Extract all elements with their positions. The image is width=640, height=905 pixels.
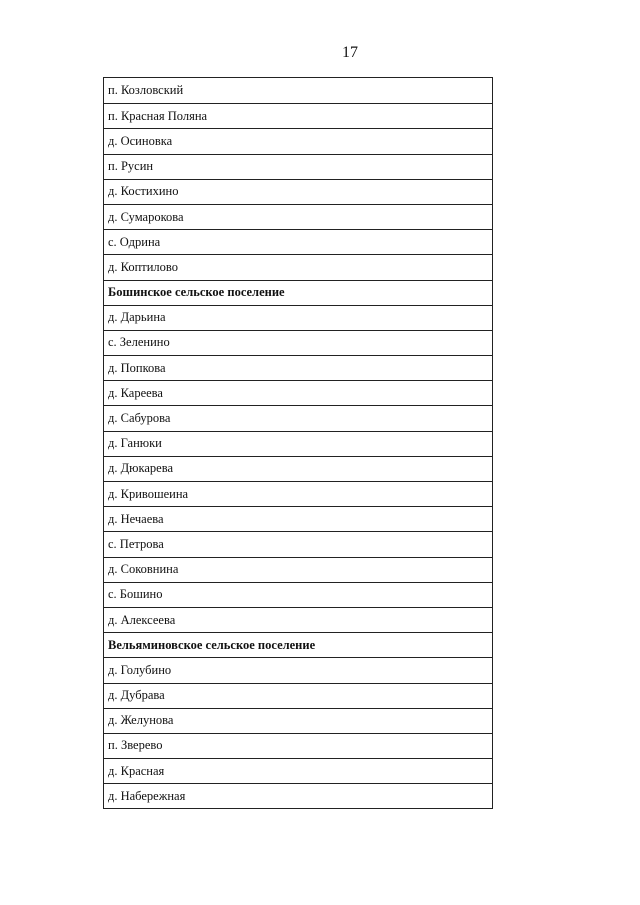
table-row	[104, 607, 492, 632]
settlement-name: д. Кривошеина	[108, 486, 189, 501]
settlement-name: д. Ганюки	[108, 436, 162, 451]
table-row	[104, 657, 492, 682]
table-row	[104, 103, 492, 128]
table-row	[104, 355, 492, 380]
settlement-name: д. Соковнина	[108, 562, 179, 577]
table-row	[104, 582, 492, 607]
section-header-row	[104, 280, 492, 305]
settlement-name: п. Русин	[108, 159, 154, 174]
settlement-name: д. Дюкарева	[108, 461, 173, 476]
table-row	[104, 330, 492, 355]
table-row	[104, 456, 492, 481]
table-row	[104, 128, 492, 153]
settlement-name: д. Желунова	[108, 713, 174, 728]
settlement-name: д. Костихино	[108, 184, 179, 199]
settlement-name: п. Зверево	[108, 738, 163, 753]
table-row	[104, 78, 492, 103]
table-row	[104, 758, 492, 783]
table-row	[104, 380, 492, 405]
settlement-name: д. Осиновка	[108, 133, 173, 148]
settlement-name: п. Козловский	[108, 83, 184, 98]
settlement-name: д. Набережная	[108, 788, 186, 803]
table-row	[104, 733, 492, 758]
table-row	[104, 481, 492, 506]
table-row	[104, 506, 492, 531]
table-row	[104, 405, 492, 430]
settlement-name: д. Нечаева	[108, 511, 164, 526]
settlement-name: с. Одрина	[108, 234, 161, 249]
table-row	[104, 531, 492, 556]
table-row	[104, 708, 492, 733]
settlement-name: с. Петрова	[108, 536, 164, 551]
settlement-name: с. Бошино	[108, 587, 163, 602]
settlement-name: с. Зеленино	[108, 335, 170, 350]
table-row	[104, 783, 492, 808]
settlement-name: д. Сабурова	[108, 411, 171, 426]
page-number: 17	[342, 44, 358, 61]
settlement-name: д. Дубрава	[108, 688, 165, 703]
settlement-name: п. Красная Поляна	[108, 108, 208, 123]
settlement-name: д. Попкова	[108, 360, 166, 375]
table-row	[104, 683, 492, 708]
table-row	[104, 305, 492, 330]
settlement-name: д. Коптилово	[108, 259, 178, 274]
section-header-row	[104, 632, 492, 657]
settlement-name: д. Голубино	[108, 662, 172, 677]
settlement-table	[103, 77, 493, 809]
settlement-name: д. Сумарокова	[108, 209, 184, 224]
table-row	[104, 229, 492, 254]
settlement-name: д. Дарьина	[108, 310, 166, 325]
settlement-name: д. Алексеева	[108, 612, 176, 627]
section-header-label: Вельяминовское сельское поселение	[108, 637, 316, 652]
table-row	[104, 557, 492, 582]
table-row	[104, 204, 492, 229]
table-row	[104, 154, 492, 179]
settlement-name: д. Кареева	[108, 385, 163, 400]
table-row	[104, 254, 492, 279]
table-row	[104, 431, 492, 456]
table-row	[104, 179, 492, 204]
section-header-label: Бошинское сельское поселение	[108, 285, 285, 300]
settlement-name: д. Красная	[108, 763, 165, 778]
